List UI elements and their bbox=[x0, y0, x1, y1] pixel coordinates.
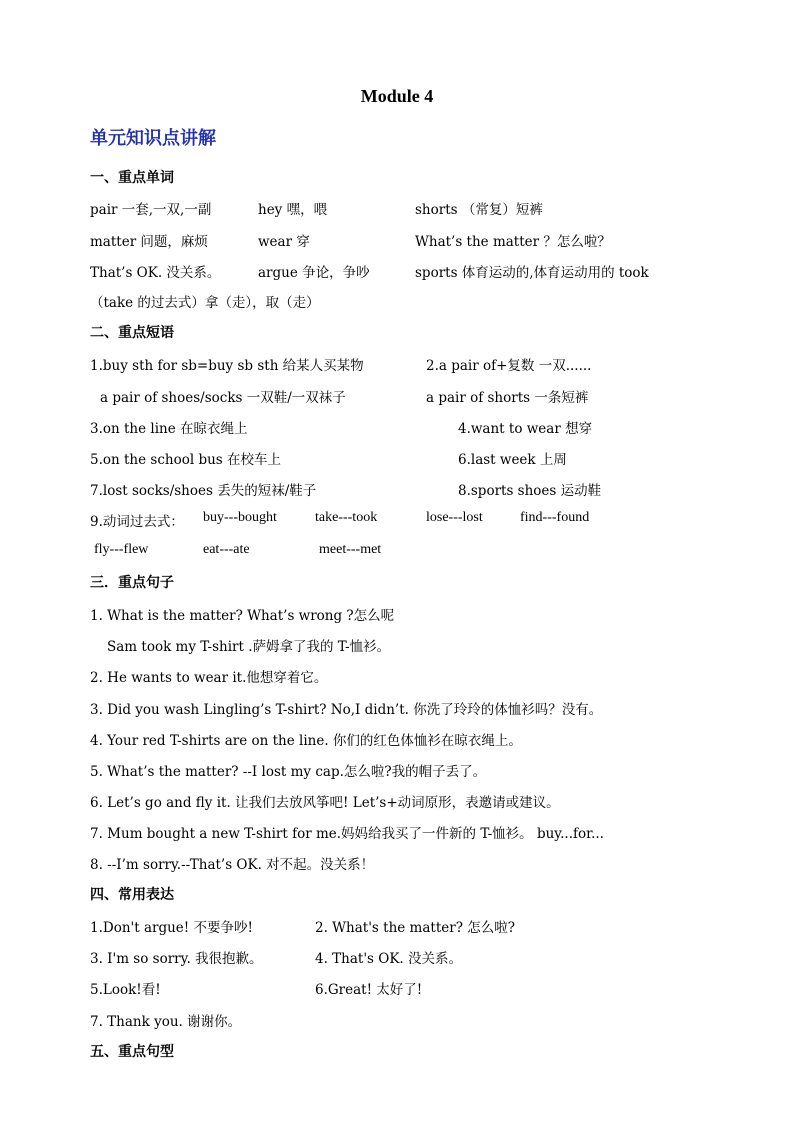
expression-7: 7. Thank you. 谢谢你。 bbox=[90, 1014, 242, 1030]
word-hey: hey 嘿，喂 bbox=[258, 202, 328, 218]
past-tense-take: take---took bbox=[315, 510, 378, 525]
past-tense-eat: eat---ate bbox=[203, 542, 250, 557]
word-sports: sports 体育运动的,体育运动用的 took bbox=[415, 265, 649, 281]
phrase-1-example: a pair of shoes/socks 一双鞋/一双袜子 bbox=[100, 390, 346, 406]
expression-3: 3. I'm so sorry. 我很抱歉。 bbox=[90, 951, 263, 967]
expression-2: 2. What's the matter? 怎么啦? bbox=[315, 920, 515, 936]
sentence-4: 4. Your red T-shirts are on the line. 你们的红色体恤衫在晾衣绳上。 bbox=[90, 733, 522, 749]
phrase-9-label: 9.动词过去式： bbox=[90, 514, 184, 530]
past-tense-fly: fly---flew bbox=[94, 542, 149, 557]
word-thats-ok: That’s OK. 没关系。 bbox=[90, 265, 221, 281]
sentence-8: 8. --I’m sorry.--That’s OK. 对不起。没关系！ bbox=[90, 857, 375, 873]
word-argue: argue 争论，争吵 bbox=[258, 265, 370, 281]
heading-key-sentences: 三．重点句子 bbox=[90, 575, 174, 591]
phrase-8: 8.sports shoes 运动鞋 bbox=[458, 483, 602, 499]
word-shorts: shorts （常复）短裤 bbox=[415, 202, 543, 218]
section-title: 单元知识点讲解 bbox=[90, 128, 216, 149]
heading-key-phrases: 二、重点短语 bbox=[90, 325, 174, 341]
phrase-2: 2.a pair of+复数 一双...... bbox=[426, 358, 592, 374]
expression-4: 4. That's OK. 没关系。 bbox=[315, 951, 463, 967]
phrase-2-example: a pair of shorts 一条短裤 bbox=[426, 390, 589, 406]
word-matter: matter 问题，麻烦 bbox=[90, 234, 208, 250]
sentence-5: 5. What’s the matter? --I lost my cap.怎么啦?我的帽子丢了。 bbox=[90, 764, 487, 780]
past-tense-lose: lose---lost bbox=[426, 510, 483, 525]
sentence-7: 7. Mum bought a new T-shirt for me.妈妈给我买了一件新的 T-恤衫。 buy...for... bbox=[90, 826, 604, 842]
past-tense-meet: meet---met bbox=[319, 542, 382, 557]
phrase-1: 1.buy sth for sb=buy sb sth 给某人买某物 bbox=[90, 358, 364, 374]
expression-6: 6.Great! 太好了! bbox=[315, 982, 423, 998]
phrase-3: 3.on the line 在晾衣绳上 bbox=[90, 421, 248, 437]
sentence-1-answer: Sam took my T-shirt .萨姆拿了我的 T-恤衫。 bbox=[107, 639, 391, 655]
past-tense-buy: buy---bought bbox=[203, 510, 277, 525]
word-wear: wear 穿 bbox=[258, 234, 310, 250]
sentence-1: 1. What is the matter? What’s wrong ?怎么呢 bbox=[90, 608, 395, 624]
past-tense-find: find---found bbox=[520, 510, 590, 525]
word-whats-the-matter: What’s the matter ？怎么啦？ bbox=[415, 234, 611, 250]
heading-common-expressions: 四、常用表达 bbox=[90, 887, 174, 903]
phrase-6: 6.last week 上周 bbox=[458, 452, 567, 468]
phrase-5: 5.on the school bus 在校车上 bbox=[90, 452, 281, 468]
expression-5: 5.Look!看! bbox=[90, 982, 161, 998]
sentence-2: 2. He wants to wear it.他想穿着它。 bbox=[90, 670, 328, 686]
sentence-3: 3. Did you wash Lingling’s T-shirt? No,I didn’t. 你洗了玲玲的体恤衫吗？没有。 bbox=[90, 702, 603, 718]
heading-key-words: 一、重点单词 bbox=[90, 170, 174, 186]
page-title: Module 4 bbox=[360, 86, 434, 106]
word-took-cont: （take 的过去式）拿（走），取（走） bbox=[90, 295, 320, 311]
phrase-7: 7.lost socks/shoes 丢失的短袜/鞋子 bbox=[90, 483, 317, 499]
heading-key-sentence-patterns: 五、重点句型 bbox=[90, 1044, 174, 1060]
sentence-6: 6. Let’s go and fly it. 让我们去放风筝吧! Let’s+动词原形，表邀请或建议。 bbox=[90, 795, 560, 811]
phrase-4: 4.want to wear 想穿 bbox=[458, 421, 593, 437]
expression-1: 1.Don't argue! 不要争吵! bbox=[90, 920, 253, 936]
word-pair: pair 一套,一双,一副 bbox=[90, 202, 212, 218]
